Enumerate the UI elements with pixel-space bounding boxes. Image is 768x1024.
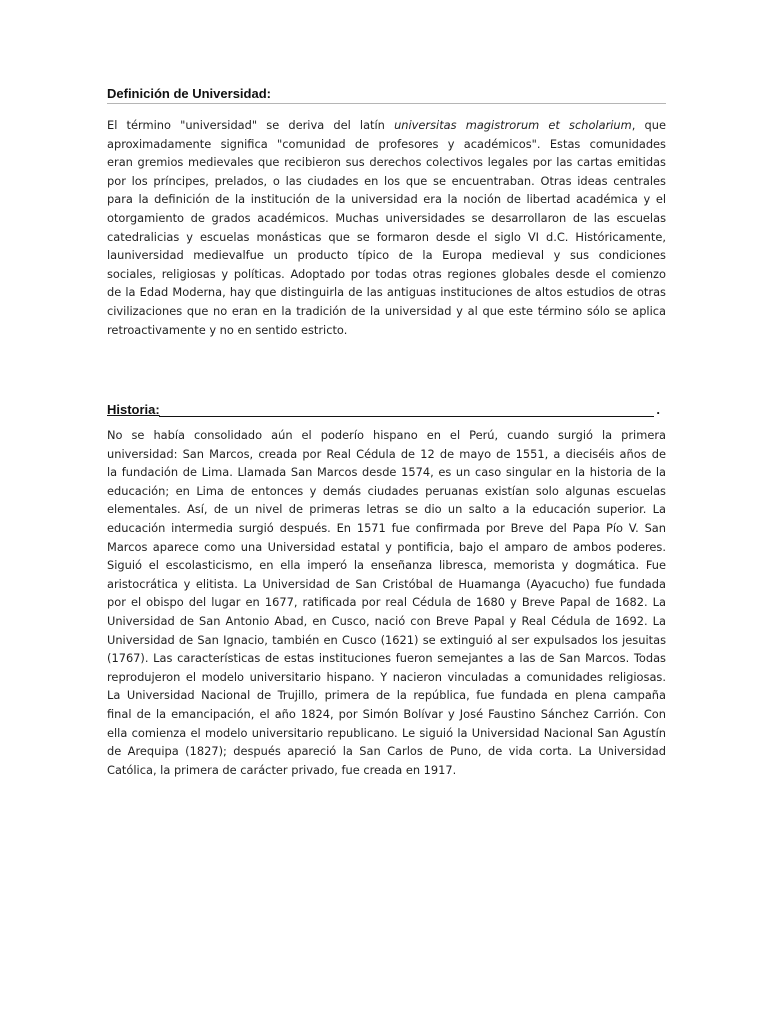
historia-heading-end: . — [656, 402, 660, 417]
definicion-line: launiversidad medievalfue un producto típico de la Europa medieval y sus condiciones — [107, 248, 666, 263]
definicion-heading: Definición de Universidad: — [107, 86, 271, 101]
definicion-line: sociales, religiosas y políticas. Adoptado por todas otras regiones globales desde el comienzo — [107, 266, 666, 281]
definicion-divider — [107, 103, 666, 104]
historia-underline — [159, 416, 654, 417]
definicion-line: de la Edad Moderna, hay que distinguirla de las antiguas instituciones de altos estudios de otras — [107, 285, 666, 300]
historia-heading-row — [107, 402, 660, 418]
historia-line: Universidad de San Antonio Abad, en Cusco, nació con Breve Papal y Real Cédula de 1692. La — [107, 613, 666, 628]
historia-line: educación; en Lima de entonces y demás ciudades peruanas existían solo algunas escuelas — [107, 483, 666, 498]
definicion-line: retroactivamente y no en sentido estricto. — [107, 322, 348, 337]
definicion-line-text: El término "universidad" se deriva del latín — [107, 118, 395, 132]
historia-line: la fundación de Lima. Llamada San Marcos desde 1574, es un caso singular en la historia de la — [107, 465, 666, 480]
historia-line: elementales. Así, de un nivel de primeras letras se dio un salto a la educación superior. La — [107, 502, 666, 517]
historia-line: Marcos aparece como una Universidad estatal y pontificia, bajo el amparo de ambos poderes. — [107, 539, 666, 554]
definicion-line: por los príncipes, prelados, o las ciudades en los que se encuentraban. Otras ideas centrales — [107, 173, 666, 188]
definicion-line: eran gremios medievales que recibieron sus derechos colectivos legales por las cartas emitidas — [107, 155, 666, 170]
historia-line: universidad: San Marcos, creada por Real Cédula de 12 de mayo de 1551, a dieciséis años de — [107, 446, 666, 461]
historia-heading: Historia: — [107, 402, 160, 417]
definicion-line-text: , que — [631, 118, 666, 132]
historia-line: por el obispo del lugar en 1677, ratificada por real Cédula de 1680 y Breve Papal de 1682. La — [107, 595, 666, 610]
definicion-line: aproximadamente significa "comunidad de profesores y académicos". Estas comunidades — [107, 136, 666, 151]
historia-line: No se había consolidado aún el poderío hispano en el Perú, cuando surgió la primera — [107, 428, 666, 442]
definicion-line: otorgamiento de grados académicos. Muchas universidades se desarrollaron de las escuelas — [107, 210, 666, 225]
historia-line: educación intermedia surgió después. En 1571 fue confirmada por Breve del Papa Pío V. San — [107, 520, 666, 535]
historia-line: aristocrática y elitista. La Universidad de San Cristóbal de Huamanga (Ayacucho) fue fundada — [107, 576, 666, 591]
historia-line: ella comienza el modelo universitario republicano. Le siguió la Universidad Nacional San Agustín — [107, 725, 666, 740]
historia-line: (1767). Las características de estas instituciones fueron semejantes a las de San Marcos. Todas — [107, 651, 666, 666]
definicion-line: civilizaciones que no eran en la tradición de la universidad y al que este término sólo se aplica — [107, 303, 666, 318]
historia-line: Siguió el escolasticismo, en ella imperó la enseñanza libresca, memorista y dogmática. Fue — [107, 558, 666, 573]
latin-term: universitas magistrorum et scholarium — [394, 118, 632, 132]
historia-line: Católica, la primera de carácter privado, fue creada en 1917. — [107, 762, 457, 777]
historia-line: reprodujeron el modelo universitario hispano. Y nacieron vinculadas a comunidades religiosas. — [107, 669, 666, 684]
historia-paragraph — [107, 426, 666, 779]
definicion-line: para la definición de la institución de la universidad era la noción de libertad académica y el — [107, 192, 666, 207]
historia-line: final de la emancipación, el año 1824, por Simón Bolívar y José Faustino Sánchez Carrión. Con — [107, 706, 666, 721]
definicion-line: catedralicias y escuelas monásticas que se formaron desde el siglo VI d.C. Históricamente, — [107, 229, 666, 244]
historia-line: La Universidad Nacional de Trujillo, primera de la república, fue fundada en plena campaña — [107, 688, 666, 703]
historia-line: Universidad de San Ignacio, también en Cusco (1621) se extinguió al ser expulsados los jesuitas — [107, 632, 666, 647]
definicion-line — [107, 116, 666, 135]
historia-line: de Arequipa (1827); después apareció la San Carlos de Puno, de vida corta. La Universidad — [107, 744, 666, 759]
definicion-paragraph — [107, 116, 666, 339]
